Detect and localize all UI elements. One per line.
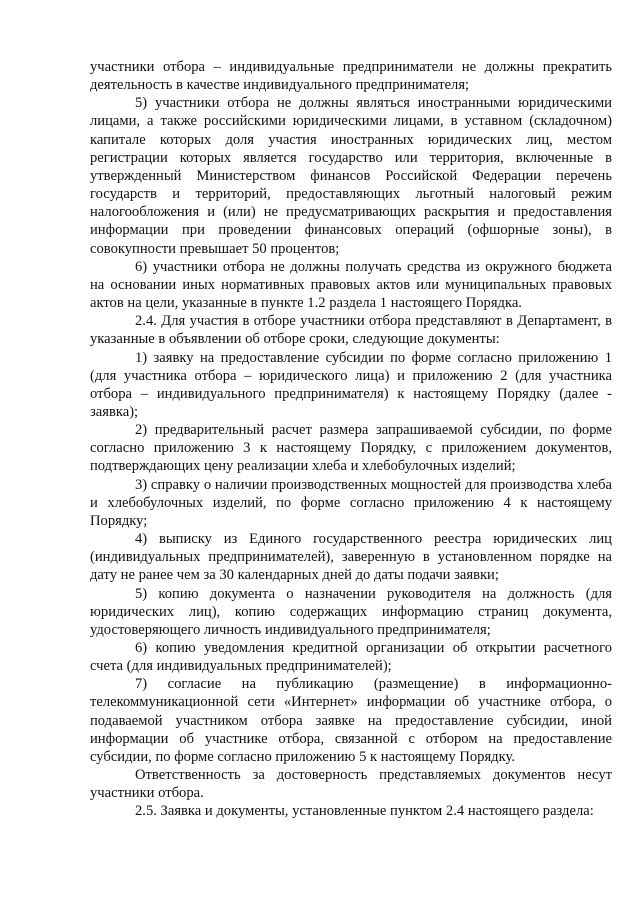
paragraph-section-2-4: 2.4. Для участия в отборе участники отбора представляют в Департамент, в указанные в объявлении об отборе сроки, следующие документы: bbox=[90, 313, 612, 348]
document-page bbox=[90, 58, 612, 821]
paragraph-doc-7-publication-consent: 7) согласие на публикацию (размещение) в информационно-телекоммуникационной сети «Интернет» информации об участнике отбора, о подаваемой участником отбора заявке на предоставление субсидии, иной информации об участнике отбора, связанной с отбором на предоставление субсидии, по форме согласно приложению 5 к настоящему Порядку. bbox=[90, 676, 612, 765]
paragraph-doc-4-registry-extract: 4) выписку из Единого государственного реестра юридических лиц (индивидуальных предпринимателей), заверенную в установленном порядке на дату не ранее чем за 30 календарных дней до даты подачи заявки; bbox=[90, 531, 612, 584]
paragraph-section-2-5: 2.5. Заявка и документы, установленные пунктом 2.4 настоящего раздела: bbox=[135, 803, 594, 820]
paragraph-item-5-foreign-entities: 5) участники отбора не должны являться иностранными юридическими лицами, а также российскими юридическими лицами, в уставном (складочном) капитале которых доля участия иностранных юридических лиц, местом регистрации которых является государство или территория, включенные в утвержденный Министерством финансов Российской Федерации перечень государств и территорий, предоставляющих льготный налоговый режим налогообложения и (или) не предусматривающих раскрытия и предоставления информации при проведении финансовых операций (офшорные зоны), в совокупности превышает 50 процентов; bbox=[90, 95, 612, 257]
paragraph-doc-6-bank-notice: 6) копию уведомления кредитной организации об открытии расчетного счета (для индивидуальных предпринимателей); bbox=[90, 640, 612, 675]
paragraph-continuation: участники отбора – индивидуальные предприниматели не должны прекратить деятельность в качестве индивидуального предпринимателя; bbox=[90, 59, 612, 94]
paragraph-item-6-budget-funds: 6) участники отбора не должны получать средства из окружного бюджета на основании иных нормативных правовых актов или муниципальных правовых актов на цели, указанные в пункте 1.2 раздела 1 настоящего Порядка. bbox=[90, 258, 612, 312]
paragraph-doc-5-appointment-copy: 5) копию документа о назначении руководителя на должность (для юридических лиц), копию содержащих информацию страниц документа, удостоверяющего личность индивидуального предпринимателя; bbox=[90, 585, 612, 638]
paragraph-doc-1-application: 1) заявку на предоставление субсидии по форме согласно приложению 1 (для участника отбора – юридического лица) и приложению 2 (для участника отбора – индивидуального предпринимателя) к настоящему Порядку (далее - заявка); bbox=[90, 349, 612, 420]
paragraph-doc-3-certificate: 3) справку о наличии производственных мощностей для производства хлеба и хлебобулочных изделий, по форме согласно приложению 4 к настоящему Порядку; bbox=[90, 476, 612, 529]
paragraph-responsibility: Ответственность за достоверность представляемых документов несут участники отбора. bbox=[90, 767, 612, 802]
paragraph-doc-2-calculation: 2) предварительный расчет размера запрашиваемой субсидии, по форме согласно приложению 3 к настоящему Порядку, с приложением документов, подтверждающих цену реализации хлеба и хлебобулочных изделий; bbox=[90, 422, 612, 475]
